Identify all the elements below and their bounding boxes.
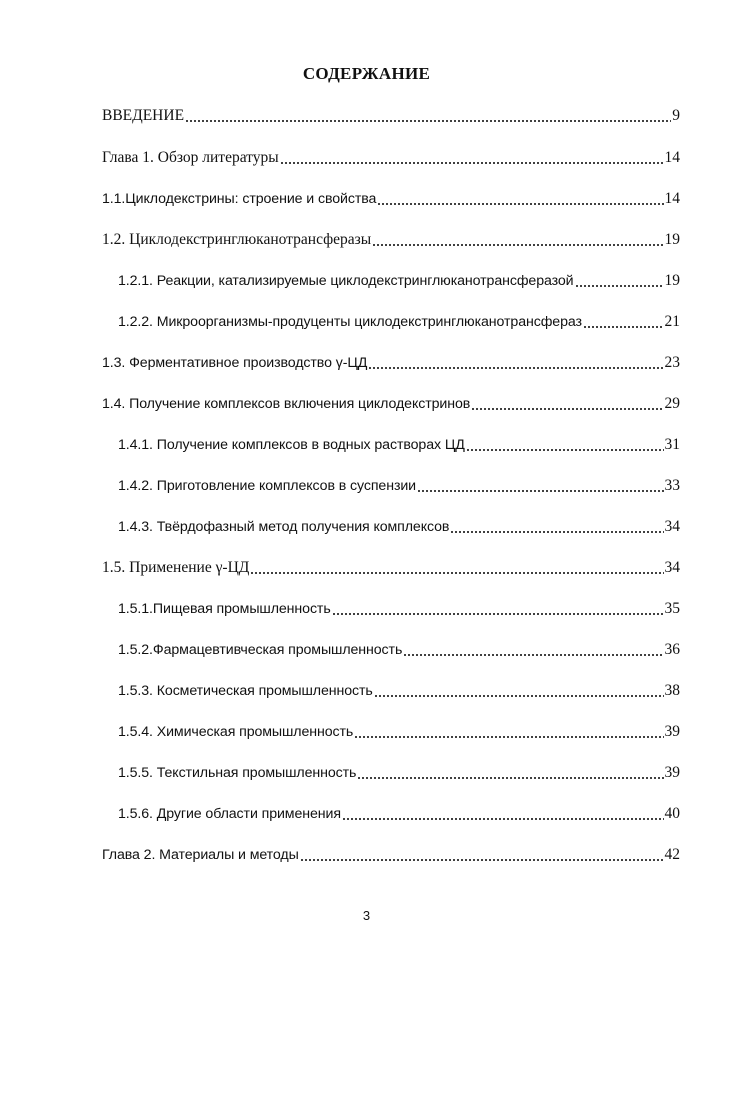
toc-entry-1-2 [102,229,680,251]
toc-entry-1-5-5 [118,762,680,784]
toc-leader-dots [357,762,663,784]
toc-page-number: 33 [664,477,680,494]
toc-page-number: 35 [664,600,680,617]
toc-entry-1-4 [102,393,680,415]
toc-leader-dots [374,680,664,702]
toc-entry-1-2-2 [118,311,680,333]
toc-entry-1-5-6 [118,803,680,825]
toc-leader-dots [250,557,663,579]
toc-leader-dots [471,393,663,415]
toc-leader-dots [280,147,664,169]
toc-leader-dots [342,803,664,825]
toc-entry-text: 1.1.Циклодекстрины: строение и свойства [102,191,377,207]
toc-entry-1-4-2 [118,475,680,497]
toc-entry-1-5-2 [118,639,680,661]
toc-page-number: 14 [664,149,680,166]
toc-entry-text: 1.4.1. Получение комплексов в водных растворах ЦД [118,437,465,453]
toc-entry-1-2-1 [118,270,680,292]
toc-page-number: 38 [664,682,680,699]
toc-leader-dots [372,229,663,251]
toc-entry-1-5 [102,557,680,579]
toc-entry-1-5-1 [118,598,680,620]
toc-page-number: 14 [664,190,680,207]
toc-page-number: 29 [664,395,680,412]
toc-leader-dots [403,639,663,661]
toc-page-number: 39 [664,723,680,740]
toc-page-number: 34 [664,518,680,535]
toc-page-number: 34 [664,559,680,576]
toc-entry-1-3 [102,352,680,374]
toc-entry-chapter-2 [102,844,680,866]
toc-leader-dots [300,844,664,866]
toc-entry-text: ВВЕДЕНИЕ [102,107,185,124]
toc-page-number: 23 [664,354,680,371]
toc-page-number: 21 [664,313,680,330]
toc-entry-1-5-4 [118,721,680,743]
toc-entry-text: 1.2.2. Микроорганизмы-продуценты циклодекстринглюканотрансфераз [118,314,582,330]
toc-entry-1-4-1 [118,434,680,456]
toc-page-number: 39 [664,764,680,781]
toc-entry-1-4-3 [118,516,680,538]
toc-entry-text: 1.3. Ферментативное производство γ-ЦД [102,355,368,371]
toc-page-number: 19 [664,231,680,248]
toc-entry-text: 1.5.2.Фармацевтивческая промышленность [118,642,403,658]
toc-leader-dots [332,598,664,620]
toc-page-number: 36 [664,641,680,658]
toc-entry-text: 1.5.3. Косметическая промышленность [118,683,373,699]
toc-entry-text: 1.4.2. Приготовление комплексов в суспензии [118,478,417,494]
toc-leader-dots [368,352,663,374]
toc-entry-text: 1.4.3. Твёрдофазный метод получения комплексов [118,519,450,535]
toc-leader-dots [450,516,663,538]
toc-entry-text: 1.5.6. Другие области применения [118,806,341,822]
page-title: СОДЕРЖАНИЕ [302,64,431,83]
toc-entry-1-5-3 [118,680,680,702]
toc-entry-introduction [102,105,680,127]
toc-page-number: 31 [664,436,680,453]
toc-entry-text: 1.5. Применение γ-ЦД [102,559,250,576]
toc-entry-1-1 [102,188,680,210]
toc-page-number: 42 [664,846,680,863]
toc-entry-text: Глава 2. Материалы и методы [102,847,299,863]
toc-entry-text: 1.5.4. Химическая промышленность [118,724,354,740]
toc-page-number: 19 [664,272,680,289]
toc-entry-text: 1.5.5. Текстильная промышленность [118,765,357,781]
toc-leader-dots [354,721,663,743]
toc-leader-dots [185,105,671,127]
toc-leader-dots [417,475,663,497]
toc-entry-text: 1.2. Циклодекстринглюканотрансферазы [102,231,372,248]
toc-leader-dots [583,311,664,333]
toc-entry-chapter-1 [102,147,680,169]
toc-leader-dots [575,270,664,292]
toc-page-number: 40 [664,805,680,822]
toc-leader-dots [377,188,663,210]
toc-entry-text: 1.5.1.Пищевая промышленность [118,601,331,617]
toc-entry-text: 1.2.1. Реакции, катализируемые циклодекстринглюканотрансферазой [118,273,574,289]
toc-entry-text: 1.4. Получение комплексов включения циклодекстринов [102,396,471,412]
toc-entry-text: Глава 1. Обзор литературы [102,149,279,166]
toc-page-number: 9 [672,107,680,124]
toc-leader-dots [466,434,664,456]
page-number: 3 [362,908,371,923]
